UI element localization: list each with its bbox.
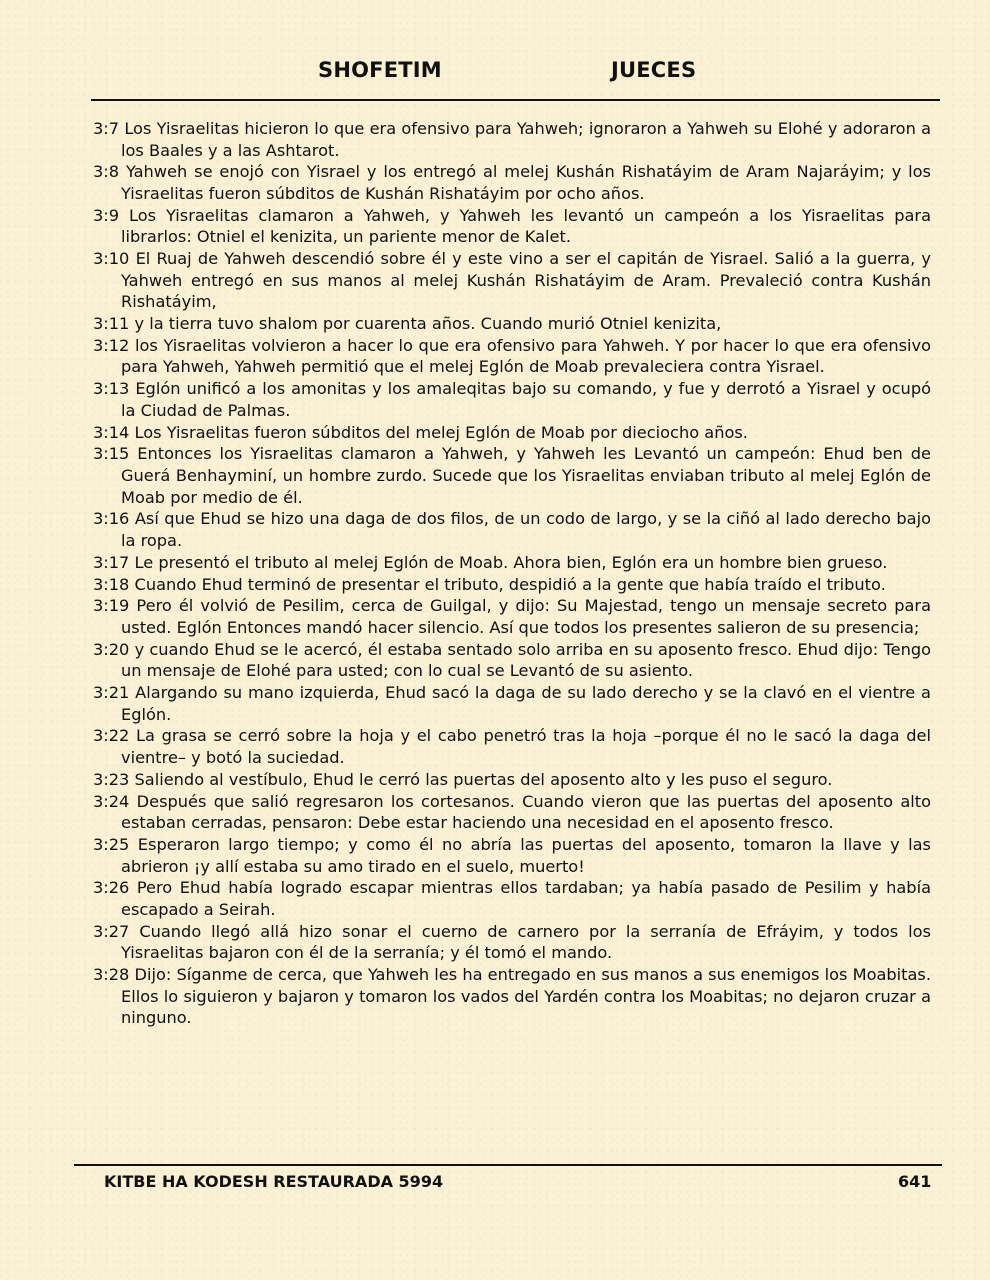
verse-text: Pero Ehud había logrado escapar mientras ellos tardaban; ya había pasado de Pesilim y había escapado a Seirah. bbox=[121, 878, 931, 919]
verse-3-10 bbox=[93, 248, 931, 313]
verse-ref: 3:28 bbox=[93, 965, 130, 985]
verse-text: Alargando su mano izquierda, Ehud sacó la daga de su lado derecho y se la clavó en el vientre a Eglón. bbox=[121, 683, 931, 724]
footer-divider bbox=[74, 1164, 942, 1166]
verse-text: Después que salió regresaron los cortesanos. Cuando vieron que las puertas del aposento alto estaban cerradas, pensaron: Debe estar haciendo una necesidad en el aposento fresco. bbox=[121, 791, 931, 833]
verse-3-22 bbox=[93, 725, 931, 768]
verse-3-7 bbox=[93, 118, 931, 161]
verse-ref: 3:10 bbox=[93, 249, 130, 269]
verse-ref: 3:26 bbox=[93, 878, 130, 898]
verse-3-24 bbox=[93, 791, 931, 834]
verse-ref: 3:11 bbox=[93, 314, 130, 334]
verse-text: Entonces los Yisraelitas clamaron a Yahweh, y Yahweh les Levantó un campeón: Ehud ben de Guerá Benhayminí, un hombre zurdo. Sucede que los Yisraelitas enviaban tributo al melej Eglón de Moab por medio de él. bbox=[121, 444, 931, 507]
verse-ref: 3:23 bbox=[93, 769, 130, 789]
verse-3-26 bbox=[93, 877, 931, 920]
verse-3-19 bbox=[93, 595, 931, 638]
verse-text: El Ruaj de Yahweh descendió sobre él y este vino a ser el capitán de Yisrael. Salió a la guerra, y Yahweh entregó en sus manos al melej Kushán Rishatáyim de Aram. Prevaleció contra Kushán Rishatáyim, bbox=[121, 249, 931, 312]
verse-ref: 3:17 bbox=[93, 552, 130, 572]
verse-text: Pero él volvió de Pesilim, cerca de Guilgal, y dijo: Su Majestad, tengo un mensaje secreto para usted. Eglón Entonces mandó hacer silencio. Así que todos los presentes salieron de su presencia; bbox=[121, 596, 931, 637]
verse-ref: 3:16 bbox=[93, 509, 130, 529]
verse-text: Dijo: Síganme de cerca, que Yahweh les ha entregado en sus manos a sus enemigos los Moabitas. Ellos lo siguieron y bajaron y tomaron los vados del Yardén contra los Moabitas; no dejaron cruzar a ninguno. bbox=[121, 965, 932, 1028]
verse-3-21 bbox=[93, 682, 931, 725]
verse-list bbox=[93, 118, 931, 1029]
verse-3-13 bbox=[93, 378, 931, 421]
verse-ref: 3:22 bbox=[93, 726, 130, 746]
verse-ref: 3:20 bbox=[93, 639, 130, 659]
footer-book-title: KITBE HA KODESH RESTAURADA 5994 bbox=[104, 1172, 444, 1191]
verse-text: Los Yisraelitas clamaron a Yahweh, y Yahweh les levantó un campeón a los Yisraelitas para librarlos: Otniel el kenizita, un pariente menor de Kalet. bbox=[121, 205, 931, 247]
verse-text: Le presentó el tributo al melej Eglón de Moab. Ahora bien, Eglón era un hombre bien grueso. bbox=[134, 552, 888, 572]
verse-ref: 3:14 bbox=[93, 422, 130, 442]
verse-text: Esperaron largo tiempo; y como él no abría las puertas del aposento, tomaron la llave y las abrieron ¡y allí estaba su amo tirado en el suelo, muerto! bbox=[121, 834, 931, 876]
verse-ref: 3:24 bbox=[93, 791, 130, 811]
verse-ref: 3:19 bbox=[93, 596, 130, 616]
header-divider bbox=[91, 99, 940, 101]
verse-text: Los Yisraelitas hicieron lo que era ofensivo para Yahweh; ignoraron a Yahweh su Elohé y adoraron a los Baales y a las Ashtarot. bbox=[121, 119, 931, 160]
verse-3-8 bbox=[93, 161, 931, 204]
verse-ref: 3:27 bbox=[93, 921, 130, 941]
verse-ref: 3:15 bbox=[93, 444, 130, 464]
verse-3-27 bbox=[93, 921, 931, 964]
verse-3-16 bbox=[93, 508, 931, 551]
verse-3-15 bbox=[93, 443, 931, 508]
verse-text: Los Yisraelitas fueron súbditos del melej Eglón de Moab por dieciocho años. bbox=[134, 422, 748, 442]
verse-text: Eglón unificó a los amonitas y los amaleqitas bajo su comando, y fue y derrotó a Yisrael y ocupó la Ciudad de Palmas. bbox=[121, 379, 931, 420]
verse-3-11 bbox=[93, 313, 931, 335]
verse-3-28 bbox=[93, 964, 931, 1029]
header-spanish-title: JUECES bbox=[611, 58, 697, 82]
verse-3-18 bbox=[93, 574, 931, 596]
verse-3-14 bbox=[93, 422, 931, 444]
verse-text: los Yisraelitas volvieron a hacer lo que era ofensivo para Yahweh. Y por hacer lo que era ofensivo para Yahweh, Yahweh permitió que el melej Eglón de Moab prevaleciera contra Yisrael. bbox=[121, 335, 932, 377]
verse-ref: 3:12 bbox=[93, 335, 130, 355]
page-number: 641 bbox=[898, 1172, 932, 1191]
verse-text: Cuando llegó allá hizo sonar el cuerno de carnero por la serranía de Efráyim, y todos los Yisraelitas bajaron con él de la serranía; y él tomó el mando. bbox=[121, 921, 931, 963]
verse-ref: 3:18 bbox=[93, 574, 130, 594]
verse-text: La grasa se cerró sobre la hoja y el cabo penetró tras la hoja –porque él no le sacó la daga del vientre– y botó la suciedad. bbox=[121, 726, 931, 768]
verse-3-12 bbox=[93, 335, 931, 378]
verse-text: Saliendo al vestíbulo, Ehud le cerró las puertas del aposento alto y les puso el seguro. bbox=[134, 769, 833, 789]
verse-text: Así que Ehud se hizo una daga de dos filos, de un codo de largo, y se la ciñó al lado derecho bajo la ropa. bbox=[121, 509, 931, 550]
verse-text: y la tierra tuvo shalom por cuarenta años. Cuando murió Otniel kenizita, bbox=[134, 314, 722, 334]
verse-ref: 3:21 bbox=[93, 683, 130, 703]
verse-ref: 3:7 bbox=[93, 119, 120, 138]
verse-3-23 bbox=[93, 769, 931, 791]
verse-text: Cuando Ehud terminó de presentar el tributo, despidió a la gente que había traído el tributo. bbox=[134, 574, 886, 594]
verse-ref: 3:13 bbox=[93, 379, 130, 399]
verse-3-9 bbox=[93, 205, 931, 248]
page-header bbox=[0, 58, 990, 90]
verse-ref: 3:9 bbox=[93, 205, 120, 225]
verse-text: y cuando Ehud se le acercó, él estaba sentado solo arriba en su aposento fresco. Ehud dijo: Tengo un mensaje de Elohé para usted; con lo cual se Levantó de su asiento. bbox=[121, 639, 932, 681]
header-hebrew-title: SHOFETIM bbox=[318, 58, 442, 82]
verse-3-25 bbox=[93, 834, 931, 877]
verse-text: Yahweh se enojó con Yisrael y los entregó al melej Kushán Rishatáyim de Aram Najaráyim; y los Yisraelitas fueron súbditos de Kushán Rishatáyim por ocho años. bbox=[121, 162, 931, 203]
verse-3-17 bbox=[93, 552, 931, 574]
verse-3-20 bbox=[93, 639, 931, 682]
verse-ref: 3:8 bbox=[93, 162, 120, 182]
verse-ref: 3:25 bbox=[93, 834, 130, 854]
